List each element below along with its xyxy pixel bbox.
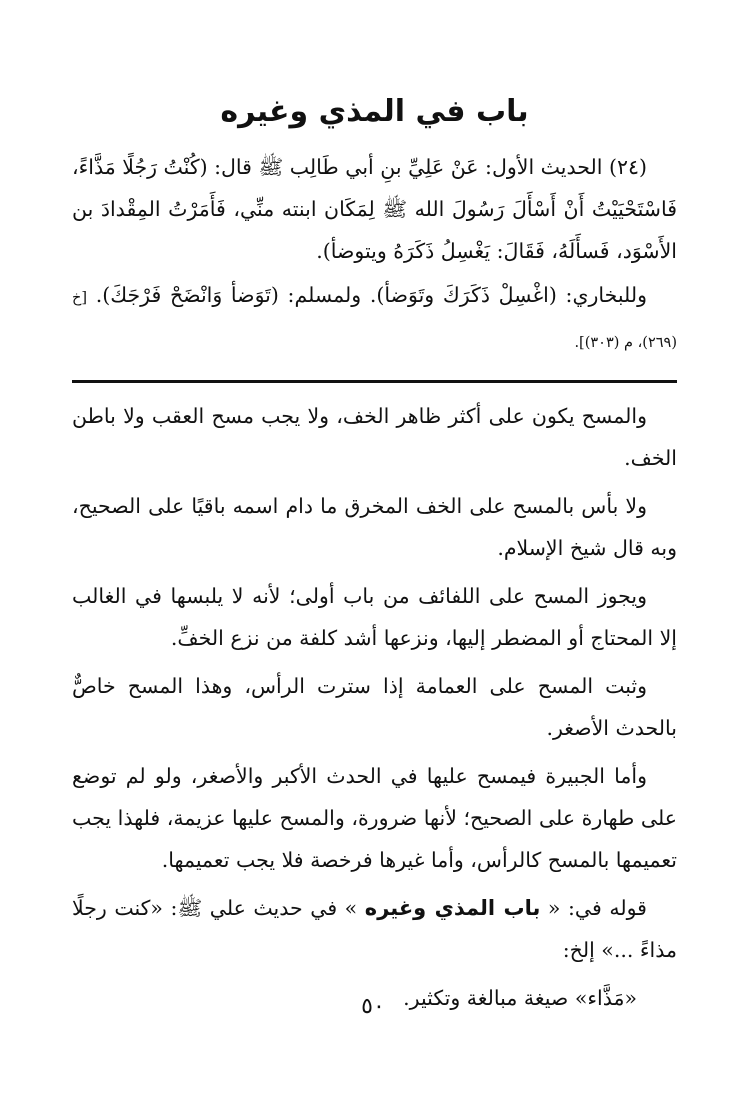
commentary-paragraph-4: وثبت المسح على العمامة إذا سترت الرأس، وهذا المسح خاصٌّ بالحدث الأصغر. (72, 674, 677, 740)
quoted-chapter-title: باب المذي وغيره (364, 896, 541, 920)
section-divider (72, 380, 677, 383)
hadith-reference: [خ (٢٦٩)، م (٣٠٣)]. (72, 290, 677, 351)
commentary-paragraph-5: وأما الجبيرة فيمسح عليها في الحدث الأكبر والأصغر، ولو لم توضع على طهارة على الصحيح؛ لأنها ضرورة، والمسح عليها عزيمة، فلهذا يجب تعميمها بالمسح كالرأس، وأما غيرها فرخصة فلا يجب تعميمها. (72, 764, 677, 872)
commentary-paragraph-7: «مَذَّاء» صيغة مبالغة وتكثير. (403, 986, 637, 1010)
hadith-variants-text: وللبخاري: (اغْسِلْ ذَكَرَكَ وتَوَضأ). ولمسلم: (تَوَضأ وَانْضَحْ فَرْجَكَ). (95, 283, 647, 307)
quote-prefix: قوله في: « (547, 896, 647, 920)
quote-suffix: » في حديث علي ﷺ: «كنت رجلًا مذاءً ...» إلخ: (72, 896, 677, 962)
hadith-section (72, 146, 677, 364)
commentary-paragraph-6 (72, 887, 677, 971)
commentary-section (72, 395, 677, 1019)
commentary-paragraph-3: ويجوز المسح على اللفائف من باب أولى؛ لأنه لا يلبسها في الغالب إلا المحتاج أو المضطر إليها، ونزعها أشد كلفة من نزع الخفِّ. (72, 584, 677, 650)
chapter-title: باب في المذي وغيره (220, 94, 529, 129)
hadith-variants (72, 274, 677, 364)
page-number: ٥٠ (361, 994, 385, 1019)
commentary-paragraph-1: والمسح يكون على أكثر ظاهر الخف، ولا يجب مسح العقب ولا باطن الخف. (72, 404, 677, 470)
commentary-paragraph-2: ولا بأس بالمسح على الخف المخرق ما دام اسمه باقيًا على الصحيح، وبه قال شيخ الإسلام. (72, 494, 677, 560)
hadith-text: (٢٤) الحديث الأول: عَنْ عَلِيِّ بنِ أبي طَالِب ﷺ قال: (كُنْتُ رَجُلًا مَذَّاءً، فَاسْتَحْيَيْتُ أَنْ أَسْأَلَ رَسُولَ الله ﷺ لِمَكَان ابنته منِّي، فَأَمَرْتُ المِقْدادَ بن الأَسْوَد، فَسأَلَهُ، فَقَالَ: يَغْسِلُ ذَكَرَهُ ويتوضأ). (72, 155, 677, 263)
document-page (72, 88, 677, 1025)
